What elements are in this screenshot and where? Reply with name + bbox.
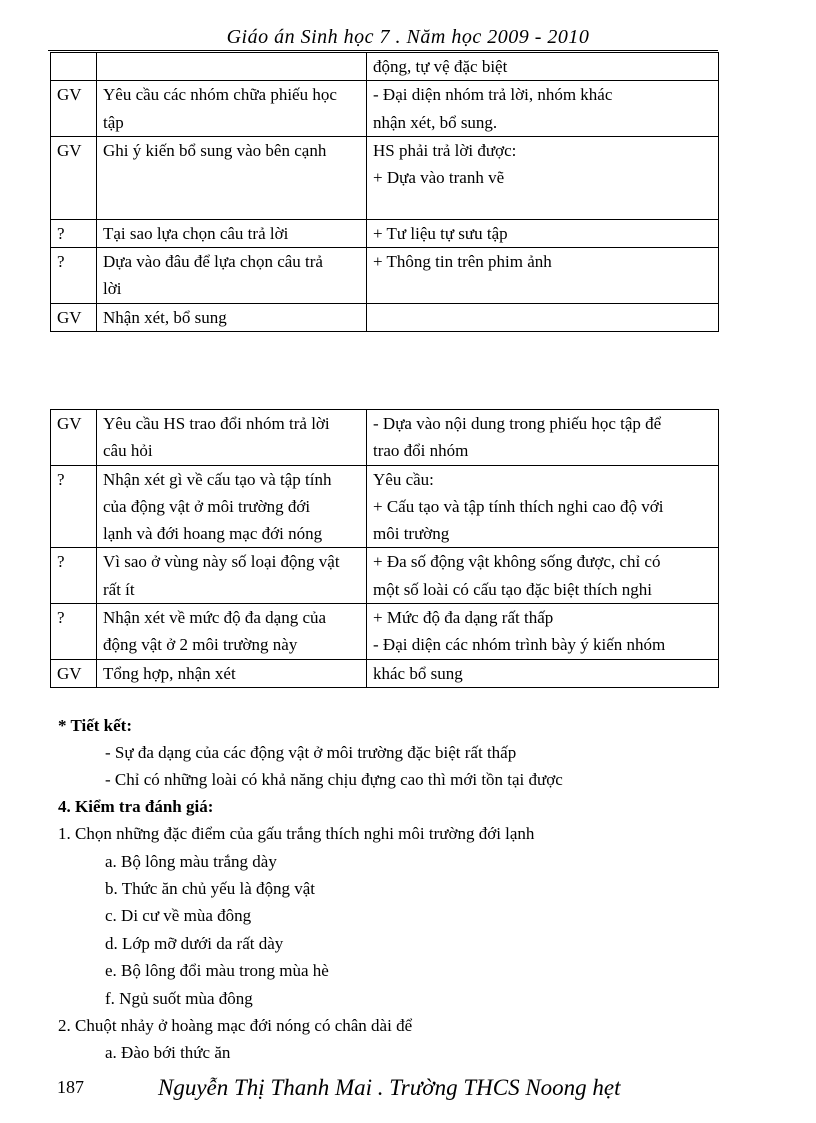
- student-activity-cell: [367, 53, 719, 81]
- role-cell: [51, 303, 97, 331]
- cell-line: [103, 191, 360, 218]
- cell-line: tập: [103, 112, 124, 132]
- teacher-activity-cell: [97, 136, 367, 219]
- cell-line: Vì sao ở vùng này số loại động vật: [103, 552, 340, 572]
- table-row: [51, 548, 719, 604]
- table-row: [51, 136, 719, 219]
- cell-line: câu hỏi: [103, 441, 153, 461]
- lesson-table-2: [50, 409, 719, 688]
- cell-line: Nhận xét, bổ sung: [103, 307, 227, 327]
- summary-title: * Tiết kết:: [58, 716, 132, 735]
- cell-line: lạnh và đới hoang mạc đới nóng: [103, 524, 323, 544]
- table-row: [51, 303, 719, 331]
- question-1-option: c. Di cư về mùa đông: [105, 906, 252, 925]
- cell-line: môi trường: [373, 524, 450, 544]
- teacher-activity-cell: [97, 659, 367, 687]
- cell-line: của động vật ở môi trường đới: [103, 496, 311, 516]
- role-label: GV: [57, 307, 82, 327]
- cell-line: Dựa vào đâu để lựa chọn câu trả: [103, 252, 323, 272]
- role-label: GV: [57, 85, 82, 105]
- cell-line: + Mức độ đa dạng rất thấp: [373, 608, 554, 628]
- student-activity-cell: [367, 548, 719, 604]
- cell-line: Tại sao lựa chọn câu trả lời: [103, 223, 289, 243]
- teacher-activity-cell: [97, 303, 367, 331]
- role-cell: [51, 465, 97, 548]
- cell-line: Nhận xét gì về cấu tạo và tập tính: [103, 469, 332, 489]
- table-row: [51, 248, 719, 304]
- table-row: [51, 219, 719, 247]
- cell-line: - Dựa vào nội dung trong phiếu học tập để: [373, 414, 662, 433]
- student-activity-cell: [367, 659, 719, 687]
- student-activity-cell: [367, 410, 719, 466]
- cell-line: động, tự vệ đặc biệt: [373, 57, 508, 76]
- question-1-option: a. Bộ lông màu trắng dày: [105, 852, 277, 871]
- student-activity-cell: [367, 465, 719, 548]
- table-row: [51, 410, 719, 466]
- role-cell: [51, 53, 97, 81]
- teacher-activity-cell: [97, 219, 367, 247]
- student-activity-cell: [367, 81, 719, 137]
- summary-item: - Chỉ có những loài có khả năng chịu đựng cao thì mới tồn tại được: [105, 770, 563, 789]
- role-cell: [51, 659, 97, 687]
- role-label: GV: [57, 663, 82, 683]
- teacher-activity-cell: [97, 410, 367, 466]
- question-1: 1. Chọn những đặc điểm của gấu trắng thích nghi môi trường đới lạnh: [58, 824, 535, 843]
- cell-line: HS phải trả lời được:: [373, 140, 517, 160]
- page-header: Giáo án Sinh học 7 . Năm học 2009 - 2010: [226, 26, 590, 48]
- student-activity-cell: [367, 248, 719, 304]
- cell-line: + Cấu tạo và tập tính thích nghi cao độ với: [373, 496, 664, 516]
- lesson-table-1: [50, 52, 719, 332]
- teacher-activity-cell: [97, 465, 367, 548]
- student-activity-cell: [367, 604, 719, 660]
- role-label: GV: [57, 414, 82, 433]
- cell-line: [373, 191, 712, 218]
- cell-line: + Dựa vào tranh vẽ: [373, 168, 505, 188]
- teacher-activity-cell: [97, 548, 367, 604]
- cell-line: trao đổi nhóm: [373, 441, 469, 461]
- cell-line: [373, 275, 712, 302]
- role-label: ?: [57, 469, 65, 489]
- role-cell: [51, 136, 97, 219]
- teacher-activity-cell: [97, 53, 367, 81]
- role-cell: [51, 410, 97, 466]
- cell-line: Ghi ý kiến bổ sung vào bên cạnh: [103, 140, 327, 160]
- table-row: [51, 81, 719, 137]
- cell-line: [103, 53, 360, 80]
- teacher-activity-cell: [97, 81, 367, 137]
- role-cell: [51, 248, 97, 304]
- student-activity-cell: [367, 219, 719, 247]
- cell-line: Nhận xét về mức độ đa dạng của: [103, 608, 327, 628]
- summary-item: - Sự đa dạng của các động vật ở môi trường đặc biệt rất thấp: [105, 743, 517, 762]
- footer-author: Nguyễn Thị Thanh Mai . Trường THCS Noong hẹt: [158, 1075, 621, 1100]
- cell-line: Yêu cầu:: [373, 469, 434, 489]
- teacher-activity-cell: [97, 604, 367, 660]
- cell-line: Yêu cầu HS trao đổi nhóm trả lời: [103, 414, 330, 433]
- student-activity-cell: [367, 136, 719, 219]
- table-row: [51, 465, 719, 548]
- role-cell: [51, 548, 97, 604]
- question-1-option: e. Bộ lông đổi màu trong mùa hè: [105, 961, 329, 980]
- role-label: ?: [57, 552, 65, 572]
- table-row: [51, 604, 719, 660]
- role-label: ?: [57, 223, 65, 243]
- teacher-activity-cell: [97, 248, 367, 304]
- role-cell: [51, 219, 97, 247]
- cell-line: - Đại diện nhóm trả lời, nhóm khác: [373, 85, 613, 105]
- assessment-title: 4. Kiểm tra đánh giá:: [58, 797, 214, 816]
- cell-line: - Đại diện các nhóm trình bày ý kiến nhóm: [373, 635, 666, 655]
- role-label: ?: [57, 252, 65, 272]
- question-1-option: f. Ngủ suốt mùa đông: [105, 989, 253, 1008]
- header-rule: [48, 50, 718, 51]
- table-row: [51, 53, 719, 81]
- cell-line: Yêu cầu các nhóm chữa phiếu học: [103, 85, 337, 105]
- page-number: 187: [57, 1077, 84, 1097]
- cell-line: + Thông tin trên phim ảnh: [373, 252, 552, 272]
- cell-line: khác bổ sung: [373, 663, 463, 683]
- question-2: 2. Chuột nhảy ở hoàng mạc đới nóng có chân dài để: [58, 1016, 413, 1035]
- role-label: [57, 53, 90, 80]
- cell-line: [373, 304, 712, 331]
- cell-line: một số loài có cấu tạo đặc biệt thích nghi: [373, 579, 653, 599]
- table-row: [51, 659, 719, 687]
- cell-line: động vật ở 2 môi trường này: [103, 635, 298, 655]
- cell-line: nhận xét, bổ sung.: [373, 112, 498, 132]
- cell-line: + Đa số động vật không sống được, chỉ có: [373, 552, 661, 572]
- role-label: ?: [57, 608, 65, 628]
- role-label: GV: [57, 140, 82, 160]
- question-1-option: b. Thức ăn chủ yếu là động vật: [105, 879, 316, 898]
- role-cell: [51, 604, 97, 660]
- cell-line: + Tư liệu tự sưu tập: [373, 223, 508, 243]
- role-cell: [51, 81, 97, 137]
- cell-line: [103, 164, 360, 191]
- cell-line: lời: [103, 279, 122, 299]
- cell-line: rất ít: [103, 579, 135, 599]
- question-2-option: a. Đào bới thức ăn: [105, 1043, 231, 1062]
- cell-line: Tổng hợp, nhận xét: [103, 663, 236, 683]
- question-1-option: d. Lớp mỡ dưới da rất dày: [105, 934, 284, 953]
- student-activity-cell: [367, 303, 719, 331]
